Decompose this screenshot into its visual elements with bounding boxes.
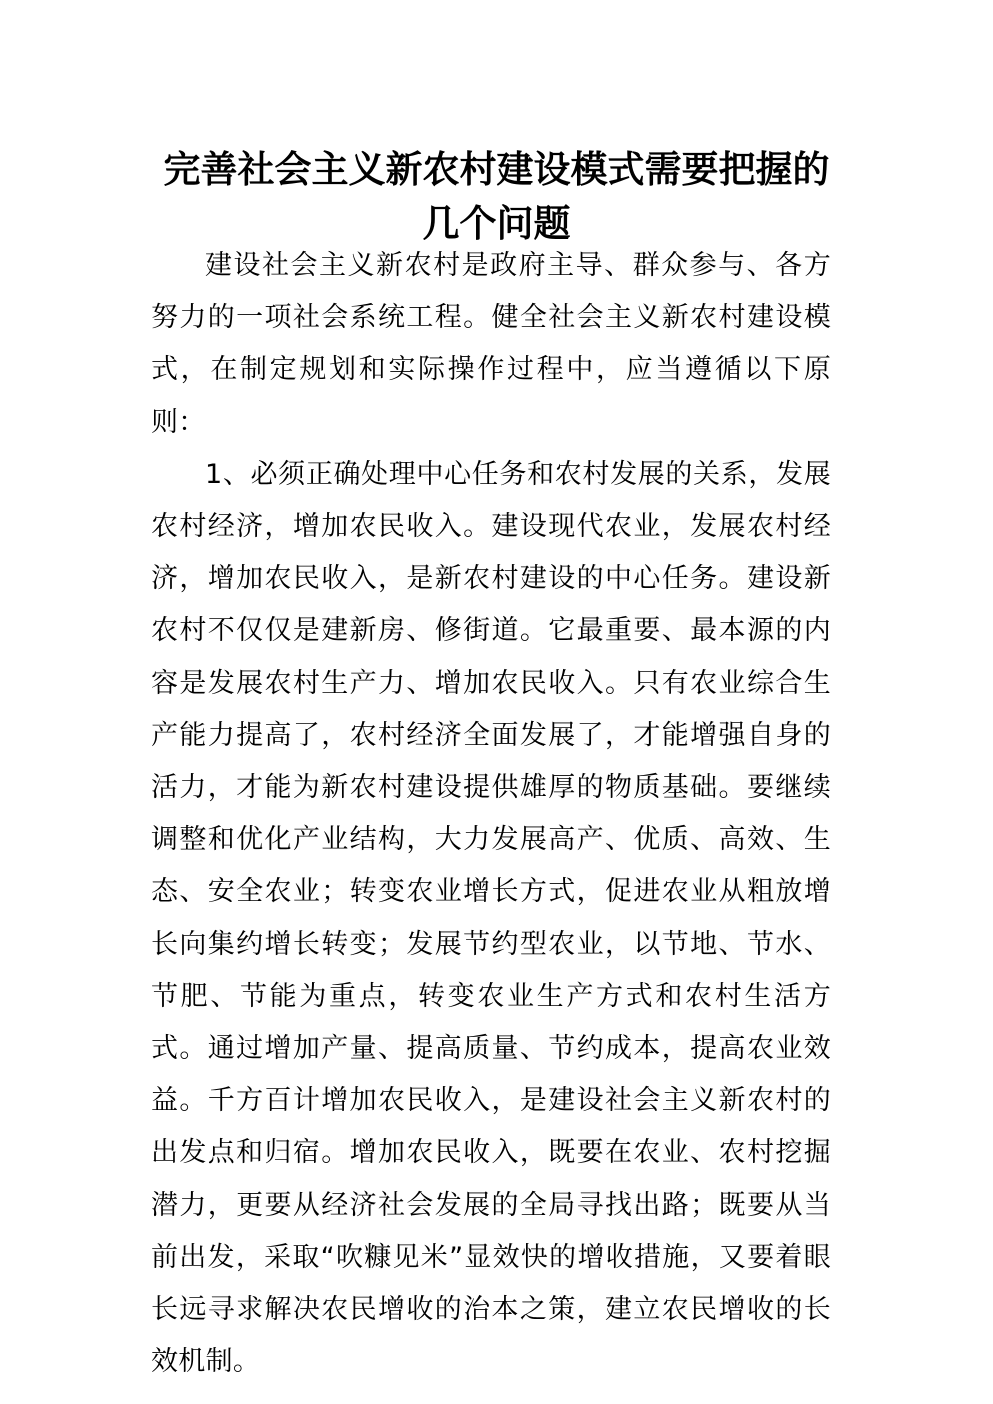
document-body: [151, 240, 831, 1388]
paragraph-principle-1: 1、必须正确处理中心任务和农村发展的关系，发展农村经济，增加农民收入。建设现代农业，发展农村经济，增加农民收入，是新农村建设的中心任务。建设新农村不仅仅是建新房、修街道。它最重要、最本源的内容是发展农村生产力、增加农民收入。只有农业综合生产能力提高了，农村经济全面发展了，才能增强自身的活力，才能为新农村建设提供雄厚的物质基础。要继续调整和优化产业结构，大力发展高产、优质、高效、生态、安全农业；转变农业增长方式，促进农业从粗放增长向集约增长转变；发展节约型农业，以节地、节水、节肥、节能为重点，转变农业生产方式和农村生活方式。通过增加产量、提高质量、节约成本，提高农业效益。千方百计增加农民收入，是建设社会主义新农村的出发点和归宿。增加农民收入，既要在农业、农村挖掘潜力，更要从经济社会发展的全局寻找出路；既要从当前出发，采取“吹糠见米”显效快的增收措施，又要着眼长远寻求解决农民增收的治本之策，建立农民增收的长效机制。: [151, 458, 831, 1378]
document-title: [150, 143, 843, 251]
title-line-2: 几个问题: [422, 201, 571, 245]
paragraph-intro: 建设社会主义新农村是政府主导、群众参与、各方努力的一项社会系统工程。健全社会主义新农村建设模式，在制定规划和实际操作过程中，应当遵循以下原则：: [151, 250, 831, 438]
title-line-1: 完善社会主义新农村建设模式需要把握的: [163, 147, 830, 191]
